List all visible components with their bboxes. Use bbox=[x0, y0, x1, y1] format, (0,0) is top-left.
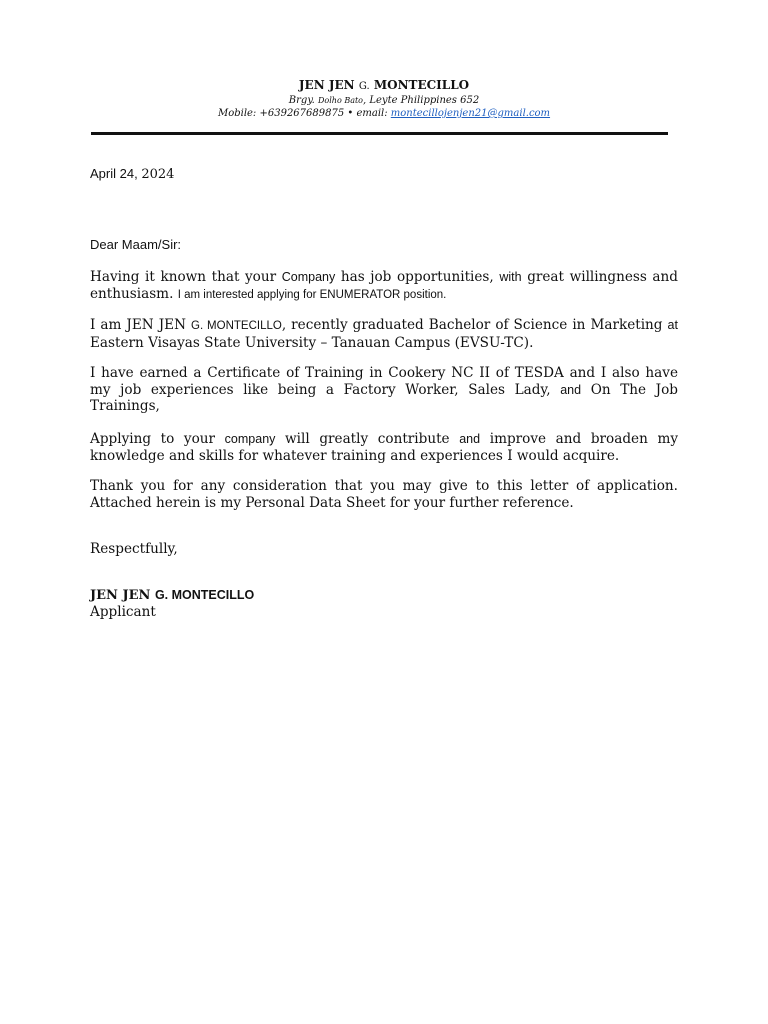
paragraph-3 bbox=[90, 365, 678, 415]
letterhead bbox=[90, 78, 678, 120]
p1-text: with bbox=[499, 270, 522, 284]
name-last: MONTECILLO bbox=[373, 78, 470, 92]
signature-first: JEN JEN bbox=[90, 588, 151, 603]
p2-text: I am JEN JEN bbox=[90, 317, 186, 333]
header-divider bbox=[91, 132, 668, 135]
letterhead-contact bbox=[90, 107, 678, 120]
address-part: Brgy. bbox=[288, 95, 315, 106]
closing: Respectfully, bbox=[90, 541, 178, 557]
name-initial: G. bbox=[358, 81, 370, 92]
p4-text: and bbox=[459, 432, 481, 446]
p2-text: at bbox=[667, 318, 678, 332]
paragraph-5: Thank you for any consideration that you may give to this letter of application. Attached herein is my Personal Data Sheet for your further reference. bbox=[90, 478, 678, 511]
date-year: 2024 bbox=[141, 167, 175, 182]
paragraph-1 bbox=[90, 269, 678, 303]
letterhead-name bbox=[90, 78, 678, 94]
p1-text: I am interested applying for ENUMERATOR position. bbox=[177, 288, 447, 301]
address-barangay: Dolho Bato bbox=[318, 96, 363, 105]
p2-text: G. MONTECILLO bbox=[191, 320, 282, 332]
address-rest: , Leyte Philippines 652 bbox=[363, 95, 480, 106]
name-main: JEN JEN bbox=[298, 78, 355, 92]
p2-text: , recently graduated Bachelor of Science in Marketing bbox=[281, 317, 663, 333]
signature-role: Applicant bbox=[90, 604, 156, 620]
email-link[interactable]: montecillojenjen21@gmail.com bbox=[390, 108, 551, 119]
p3-text: I have earned a Certificate of Training in Cookery NC II of TESDA and I also have my job experiences like being a Factory Worker, Sales Lady, bbox=[90, 365, 678, 398]
p2-text: Eastern Visayas State University – Tanauan Campus (EVSU-TC). bbox=[90, 334, 534, 351]
p4-text: improve and broaden my knowledge and skills for whatever training and experiences I would acquire. bbox=[90, 431, 679, 464]
p1-text: great willingness and enthusiasm. bbox=[90, 269, 678, 302]
p3-text: and bbox=[560, 382, 582, 397]
date-month-day: April 24, bbox=[90, 166, 138, 181]
p1-text: has job opportunities, bbox=[340, 269, 494, 285]
contact-text: Mobile: +639267689875 • email: bbox=[217, 108, 388, 119]
letterhead-address bbox=[90, 94, 678, 107]
salutation: Dear Maam/Sir: bbox=[90, 237, 182, 252]
signature-name bbox=[90, 588, 254, 603]
p3-text: On The Job Trainings, bbox=[90, 381, 678, 414]
paragraph-4 bbox=[90, 431, 678, 464]
p4-text: Applying to your bbox=[90, 431, 216, 447]
letter-date bbox=[90, 166, 174, 182]
signature-last: G. MONTECILLO bbox=[154, 588, 255, 602]
p4-text: will greatly contribute bbox=[285, 431, 450, 447]
p1-text: Company bbox=[281, 270, 336, 284]
p4-text: company bbox=[224, 432, 276, 446]
p1-text: Having it known that your bbox=[90, 269, 277, 285]
paragraph-2 bbox=[90, 317, 678, 351]
